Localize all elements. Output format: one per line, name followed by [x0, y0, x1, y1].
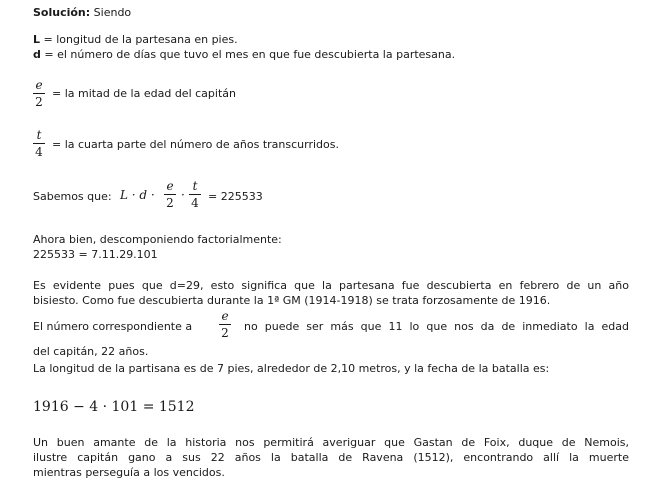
product-e-num: e: [166, 179, 174, 193]
product-frac-e: [164, 179, 176, 210]
product-frac-t: [189, 179, 201, 210]
fraction-bar: [219, 324, 231, 325]
numero-e-num: e: [221, 309, 229, 323]
product-t-den: 4: [191, 196, 199, 210]
frac-e-num: e: [35, 78, 43, 92]
battle-year-equation: 1916 − 4 · 101 = 1512: [33, 399, 195, 415]
fraction-e-over-2: [33, 78, 45, 109]
product-L: L: [120, 188, 128, 202]
var-d: d: [33, 48, 41, 61]
frac-e-den: 2: [35, 95, 43, 109]
product-result: = 225533: [208, 190, 263, 203]
frac-t-desc: = la cuarta parte del número de años transcurridos.: [52, 138, 339, 151]
product-L-d: L · d ·: [120, 188, 155, 202]
fraction-bar: [164, 194, 176, 195]
frac-t-den: 4: [35, 145, 43, 159]
final-line-3: mientras perseguía a los vencidos.: [33, 466, 225, 479]
fraction-t-over-4: [33, 128, 45, 159]
fraction-bar: [33, 93, 45, 94]
def-d-text: = el número de días que tuvo el mes en que fue descubierta la partesana.: [44, 48, 456, 61]
numero-line-2: del capitán, 22 años.: [33, 345, 149, 358]
frac-e-desc: = la mitad de la edad del capitán: [52, 87, 236, 100]
product-t-num: t: [192, 179, 198, 193]
definition-L: [33, 33, 238, 46]
factor-line-1: Ahora bien, descomponiendo factorialmente:: [33, 233, 282, 246]
longitud-text: La longitud de la partisana es de 7 pies, alrededor de 2,10 metros, y la fecha de la batalla es:: [33, 362, 550, 375]
numero-frac-e: [219, 309, 231, 340]
var-L: L: [33, 33, 41, 46]
solution-label: Solución:: [33, 6, 91, 19]
numero-e-den: 2: [221, 326, 229, 340]
def-L-text: = longitud de la partesana en pies.: [43, 33, 238, 46]
solution-intro: Siendo: [93, 6, 132, 19]
evidente-line-1: Es evidente pues que d=29, esto significa que la partesana fue descubierta en febrero de un año: [33, 279, 629, 292]
definition-d: [33, 48, 455, 61]
evidente-line-2: bisiesto. Como fue descubierta durante la 1ª GM (1914-1918) se trata forzosamente de 1916.: [33, 294, 551, 307]
sabemos-label: Sabemos que:: [33, 190, 112, 203]
fraction-bar: [189, 194, 201, 195]
final-line-1: Un buen amante de la historia nos permitirá averiguar que Gastan de Foix, duque de Nemois,: [33, 436, 629, 449]
final-line-2: ilustre capitán gano a sus 22 años la batalla de Ravena (1512), encontrando allí la muerte: [33, 451, 629, 464]
fraction-bar: [33, 143, 45, 144]
numero-before: El número correspondiente a: [33, 320, 193, 333]
factor-line-2: 225533 = 7.11.29.101: [33, 248, 158, 261]
numero-after: no puede ser más que 11 lo que nos da de inmediato la edad: [244, 320, 629, 333]
solution-heading: [33, 6, 131, 19]
product-d: d: [139, 188, 148, 202]
product-e-den: 2: [166, 196, 174, 210]
frac-t-num: t: [36, 128, 42, 142]
product-dot: ·: [181, 188, 185, 202]
